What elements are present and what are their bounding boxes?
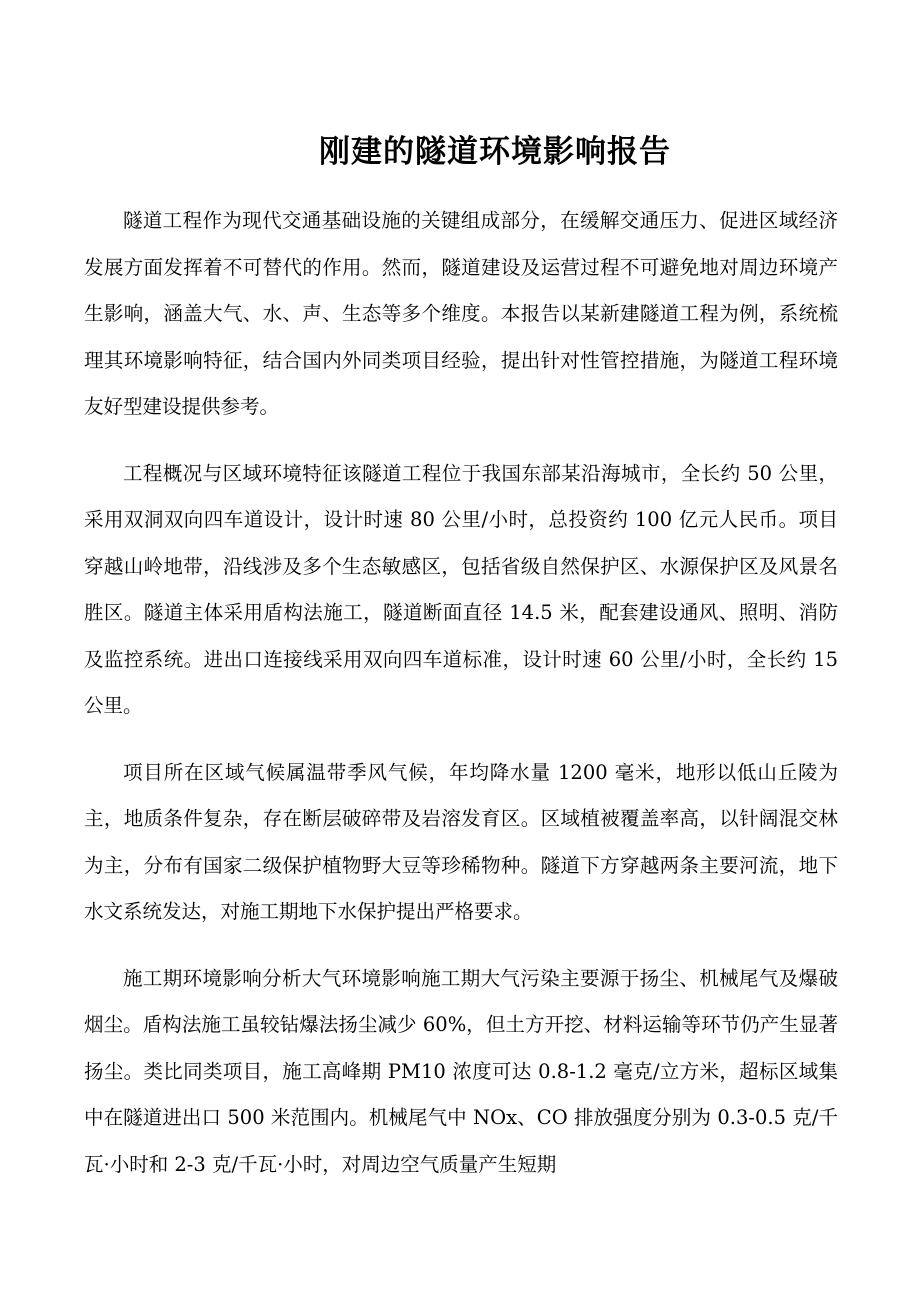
paragraph-construction-impact: 施工期环境影响分析大气环境影响施工期大气污染主要源于扬尘、机械尾气及爆破烟尘。盾构法施工虽较钻爆法扬尘减少 60%，但土方开挖、材料运输等环节仍产生显著扬尘。类比同类项目，施工高峰期 PM10 浓度可达 0.8-1.2 毫克/立方米，超标区域集中在隧道进出口 500 米范围内。机械尾气中 NOx、CO 排放强度分别为 0.3-0.5 克/千瓦·小时和 2-3 克/千瓦·小时，对周边空气质量产生短期	[84, 966, 838, 1176]
document-title: 刚建的隧道环境影响报告	[319, 134, 671, 170]
paragraph-regional-environment: 项目所在区域气候属温带季风气候，年均降水量 1200 毫米，地形以低山丘陵为主，地质条件复杂，存在断层破碎带及岩溶发育区。区域植被覆盖率高，以针阔混交林为主，分布有国家二级保护植物野大豆等珍稀物种。隧道下方穿越两条主要河流，地下水文系统发达，对施工期地下水保护提出严格要求。	[84, 760, 838, 923]
paragraph-project-overview: 工程概况与区域环境特征该隧道工程位于我国东部某沿海城市，全长约 50 公里，采用双洞双向四车道设计，设计时速 80 公里/小时，总投资约 100 亿元人民币。项目穿越山岭地带，沿线涉及多个生态敏感区，包括省级自然保护区、水源保护区及风景名胜区。隧道主体采用盾构法施工，隧道断面直径 14.5 米，配套建设通风、照明、消防及监控系统。进出口连接线采用双向四车道标准，设计时速 60 公里/小时，全长约 15 公里。	[84, 461, 838, 717]
document-body	[84, 198, 838, 1208]
paragraph-intro: 隧道工程作为现代交通基础设施的关键组成部分，在缓解交通压力、促进区域经济发展方面发挥着不可替代的作用。然而，隧道建设及运营过程不可避免地对周边环境产生影响，涵盖大气、水、声、生态等多个维度。本报告以某新建隧道工程为例，系统梳理其环境影响特征，结合国内外同类项目经验，提出针对性管控措施，为隧道工程环境友好型建设提供参考。	[84, 209, 838, 418]
